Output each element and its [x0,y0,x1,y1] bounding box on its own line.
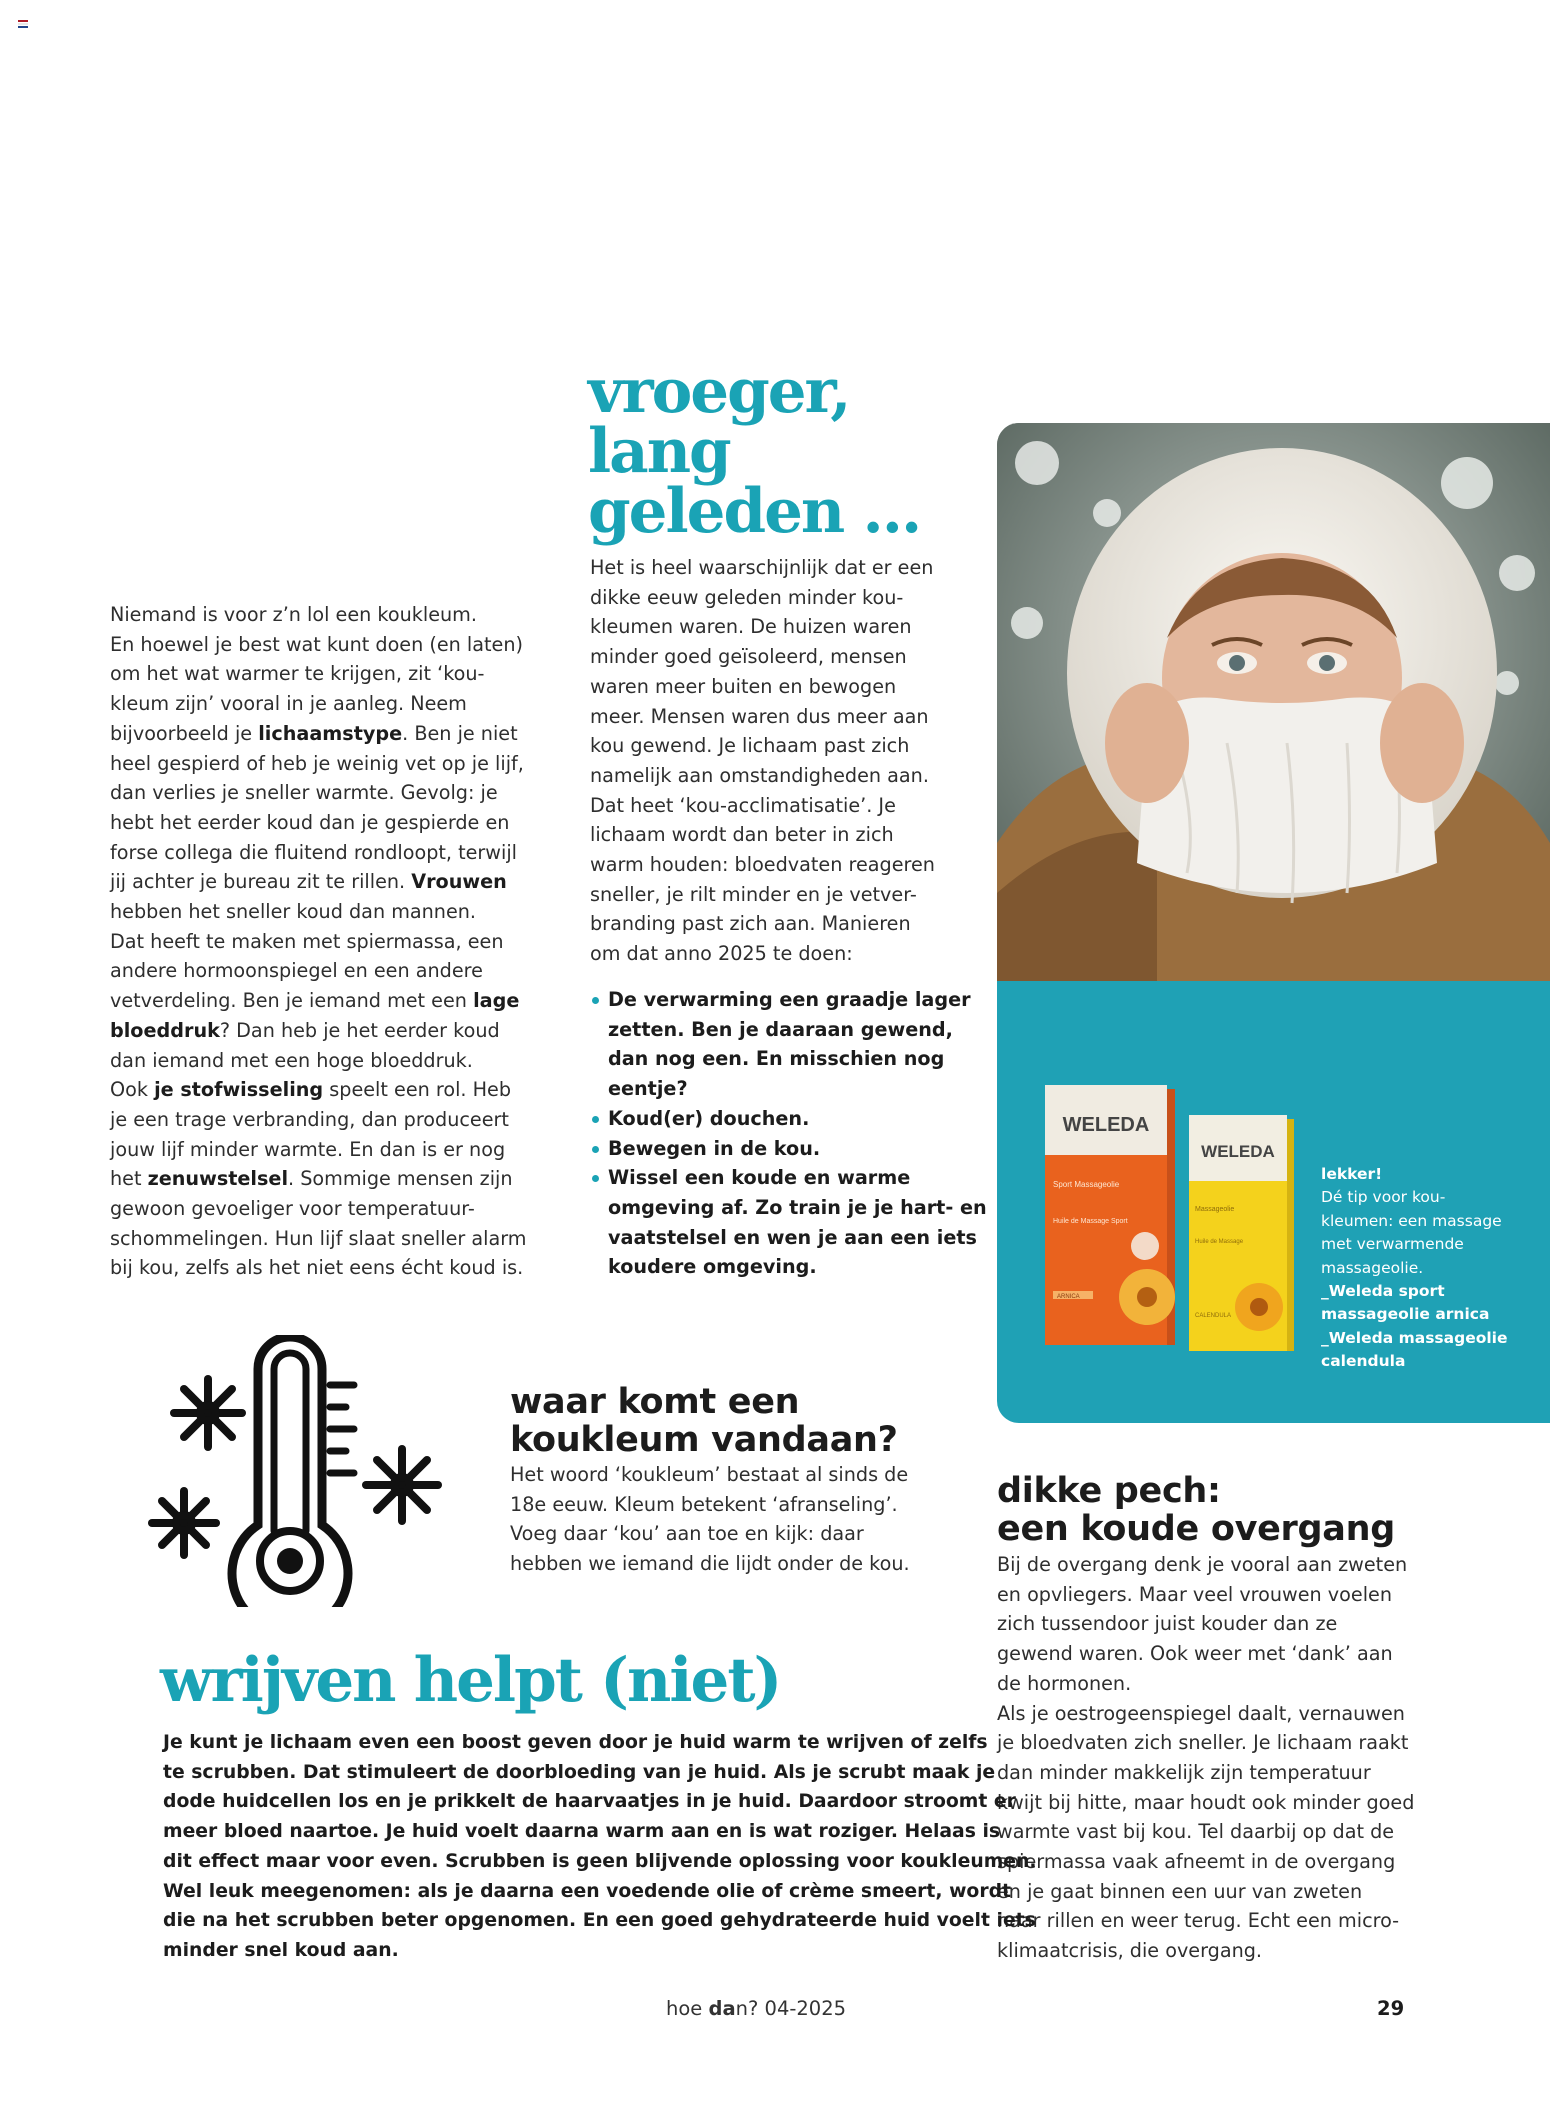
emphasis-text: zenuwstelsel [147,1167,289,1191]
body-segment: het [110,1167,148,1191]
tip-line: Wissel een koude en warme [608,1166,911,1190]
intro-line [110,600,526,630]
col-mid-line: warm houden: bloedvaten reageren [590,853,935,877]
text-pech-line: naar rillen en weer terug. Echt een micro- [997,1909,1400,1933]
intro-line [110,778,526,808]
intro-line [110,956,526,986]
text-wrijven-line: meer bloed naartoe. Je huid voelt daarna warm aan en is wat roziger. Helaas is [163,1821,1001,1843]
text-pech-line: zich tussendoor juist kouder dan ze [997,1612,1338,1636]
text-pech-line: Bij de overgang denk je vooral aan zweten [997,1553,1408,1576]
tip-line: zetten. Ben je daaraan gewend, [608,1017,953,1041]
tip-line: eentje? [608,1077,688,1101]
text-pech-line: de hormonen. [997,1671,1132,1695]
body-segment: om het wat warmer te krijgen, zit ‘kou- [110,662,485,686]
origin-text [510,1460,910,1579]
body-segment: vetverdeling. Ben je iemand met een [110,989,474,1013]
intro-line [110,719,526,749]
intro-line [110,689,526,719]
intro-line [110,1016,526,1046]
body-segment: Dat heeft te maken met spiermassa, een [110,929,504,953]
text-pech-line: en opvliegers. Maar veel vrouwen voelen [997,1582,1393,1606]
col-mid-line: Dat heet ‘kou-acclimatisatie’. Je [590,793,896,817]
tips-list [590,985,987,1282]
col-mid-line: meer. Mensen waren dus meer aan [590,704,929,728]
intro-column [110,600,526,1283]
body-segment: bij kou, zelfs als het niet eens écht koud is. [110,1256,524,1280]
text-pech-line: gewend waren. Ook weer met ‘dank’ aan [997,1642,1393,1666]
box1-line-1: Sport Massageolie [1053,1180,1120,1189]
rubbing-text [163,1728,1037,1966]
tip-line: De verwarming een graadje lager [608,988,971,1011]
tip-line: Bewegen in de kou. [608,1136,821,1160]
body-segment: dan iemand met een hoge bloeddruk. [110,1048,473,1072]
text-waar-line: Voeg daar ‘kou’ aan toe en kijk: daar [510,1522,864,1546]
intro-line [110,659,526,689]
intro-line [110,1075,526,1105]
heading-dikke-pech: dikke pech: een koude overgang [997,1471,1395,1549]
brand-label-2: WELEDA [1201,1142,1275,1161]
col-mid-line: minder goed geïsoleerd, mensen [590,645,907,669]
winter-woman-photo [997,423,1550,981]
text-wrijven-line: dit effect maar voor even. Scrubben is geen blijvende oplossing voor koukleumen. [163,1850,1037,1872]
tip-item [590,985,987,1104]
brand-label-1: WELEDA [1062,1114,1150,1136]
text-wrijven-line: Je kunt je lichaam even een boost geven door je huid warm te wrijven of zelfs [163,1732,988,1753]
tip-item [590,1134,987,1164]
flag-mark-icon [18,20,28,28]
body-segment: jij achter je bureau zit te rillen. [110,870,412,894]
body-segment: schommelingen. Hun lijf slaat sneller alarm [110,1226,527,1250]
box1-line-2: Huile de Massage Sport [1053,1218,1128,1225]
box1-tag: ARNICA [1057,1294,1080,1300]
col-mid-line: om dat anno 2025 te doen: [590,942,853,966]
intro-line [110,1105,526,1135]
body-segment: Niemand is voor z’n lol een koukleum. [110,603,477,626]
menopause-text [997,1550,1414,1966]
intro-line [110,808,526,838]
history-column [590,553,935,969]
intro-line [110,838,526,868]
col-mid-line: kou gewend. Je lichaam past zich [590,734,910,758]
body-segment: andere hormoonspiegel en een andere [110,959,483,983]
intro-line [110,867,526,897]
tip-line: Koud(er) douchen. [608,1106,810,1130]
body-segment: hebt het eerder koud dan je gespierde en [110,810,510,834]
caption-title: lekker! [1321,1165,1383,1183]
body-segment: heel gespierd of heb je weinig vet op je lijf, [110,751,524,775]
text-wrijven-line: Wel leuk meegenomen: als je daarna een voedende olie of crème smeert, wordt [163,1880,1012,1902]
body-segment: . Sommige mensen zijn [288,1167,513,1191]
intro-line [110,986,526,1016]
body-segment: forse collega die fluitend rondloopt, terwijl [110,840,517,864]
tip-item [590,1104,987,1134]
tip-line: koudere omgeving. [608,1255,817,1279]
intro-line [110,1194,526,1224]
col-mid-line: Het is heel waarschijnlijk dat er een [590,556,934,579]
col-mid-line: lichaam wordt dan beter in zich [590,823,894,847]
tip-item [590,1163,987,1282]
col-mid-line: waren meer buiten en bewogen [590,674,897,698]
col-mid-line: kleumen waren. De huizen waren [590,615,912,639]
text-pech-line: klimaatcrisis, die overgang. [997,1939,1263,1963]
text-pech-line: en je gaat binnen een uur van zweten [997,1879,1363,1903]
tip-line: vaatstelsel en wen je aan een iets [608,1225,977,1249]
intro-line [110,630,526,660]
heading-vroeger: vroeger, lang geleden ... [588,356,921,547]
intro-line [110,1046,526,1076]
intro-line [110,1135,526,1165]
body-segment: speelt een rol. Heb [323,1078,512,1102]
col-mid-line: namelijk aan omstandigheden aan. [590,763,929,787]
intro-line [110,927,526,957]
product-caption: lekker! Dé tip voor kou- kleumen: een massage met verwarmende massageolie. _Weleda sport massageolie arnica _Weleda massageolie calendula [1321,1165,1508,1371]
body-segment: jouw lijf minder warmte. En dan is er nog [110,1137,506,1161]
body-segment: En hoewel je best wat kunt doen (en laten) [110,632,523,656]
body-segment: ? Dan heb je het eerder koud [219,1018,500,1042]
body-segment: je een trage verbranding, dan produceert [110,1107,509,1131]
box2-line-1: Massageolie [1195,1206,1235,1213]
text-waar-line: hebben we iemand die lijdt onder de kou. [510,1552,910,1576]
text-wrijven-line: te scrubben. Dat stimuleert de doorbloeding van je huid. Als je scrubt maak je [163,1761,996,1783]
tip-line: dan nog een. En misschien nog [608,1047,945,1071]
intro-line [110,897,526,927]
emphasis-text: Vrouwen [411,870,507,894]
heading-waar-komt-koukleum: waar komt een koukleum vandaan? [510,1382,898,1460]
body-segment: bijvoorbeeld je [110,721,259,745]
emphasis-text: je stofwisseling [154,1078,324,1102]
box2-line-2: Huile de Massage [1195,1239,1244,1245]
intro-line [110,749,526,779]
body-segment: hebben het sneller koud dan mannen. [110,900,477,924]
page-number: 29 [1377,1997,1405,2020]
col-mid-line: branding past zich aan. Manieren [590,912,911,936]
text-wrijven-line: die na het scrubben beter opgenomen. En een goed gehydrateerde huid voelt iets [163,1910,1036,1932]
text-pech-line: dan minder makkelijk zijn temperatuur [997,1760,1371,1784]
intro-line [110,1224,526,1254]
emphasis-text: lage [473,989,520,1013]
text-pech-line: je bloedvaten zich sneller. Je lichaam raakt [997,1731,1409,1755]
text-pech-line: Als je oestrogeenspiegel daalt, vernauwen [997,1701,1405,1725]
woman-in-fur-hood-illustration [997,423,1550,981]
footer-magazine-issue: hoe dan? 04-2025 [666,1997,847,2020]
body-segment: gewoon gevoeliger voor temperatuur- [110,1197,475,1221]
body-segment: kleum zijn’ vooral in je aanleg. Neem [110,692,467,716]
body-segment: Ook [110,1078,155,1102]
intro-line [110,1164,526,1194]
text-wrijven-line: dode huidcellen los en je prikkelt de haarvaatjes in je huid. Daardoor stroomt er [163,1791,1016,1813]
emphasis-text: bloeddruk [110,1018,220,1042]
text-wrijven-line: minder snel koud aan. [163,1939,399,1961]
text-pech-line: kwijt bij hitte, maar houdt ook minder goed [997,1790,1415,1814]
box2-tag: CALENDULA [1195,1313,1232,1319]
body-segment: . Ben je niet [402,721,518,745]
tip-line: omgeving af. Zo train je je hart- en [608,1195,987,1219]
body-segment: dan verlies je sneller warmte. Gevolg: je [110,781,498,805]
emphasis-text: lichaamstype [258,721,403,745]
text-waar-line: 18e eeuw. Kleum betekent ‘afranseling’. [510,1492,898,1516]
col-mid-line: sneller, je rilt minder en je vetver- [590,882,917,906]
text-pech-line: spiermassa vaak afneemt in de overgang [997,1850,1396,1874]
thermometer-snowflakes-icon [140,1335,458,1607]
intro-line [110,1253,526,1283]
col-mid-line: dikke eeuw geleden minder kou- [590,585,904,609]
text-pech-line: warmte vast bij kou. Tel daarbij op dat de [997,1820,1395,1844]
heading-wrijven-helpt: wrijven helpt (niet) [160,1645,781,1716]
text-waar-line: Het woord ‘koukleum’ bestaat al sinds de [510,1463,909,1486]
